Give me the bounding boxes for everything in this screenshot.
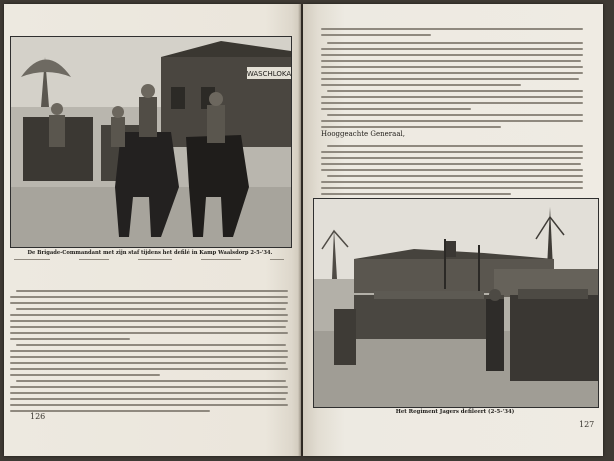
- brigade-staff-photo-image: [11, 37, 291, 247]
- regiment-parade-photo-image: [314, 199, 598, 407]
- page-number-right: 127: [579, 420, 595, 429]
- left-page: [4, 4, 301, 456]
- right-page: [303, 4, 603, 456]
- photo-caption: Het Regiment Jagers defileert (2-5-'34): [395, 409, 515, 415]
- brigade-staff-photo: [10, 36, 292, 248]
- page-number-left: 126: [30, 412, 46, 421]
- photo-subcaption: [14, 258, 284, 272]
- photo-caption: De Brigade-Commandant met zijn staf tijdens het defilé in Kamp Waalsdorp 2-5-'34.: [27, 250, 273, 256]
- regiment-parade-photo: [313, 198, 599, 408]
- section-heading: Hooggeachte Generaal,: [321, 130, 405, 138]
- building-sign: WASCHLOKA: [246, 70, 291, 78]
